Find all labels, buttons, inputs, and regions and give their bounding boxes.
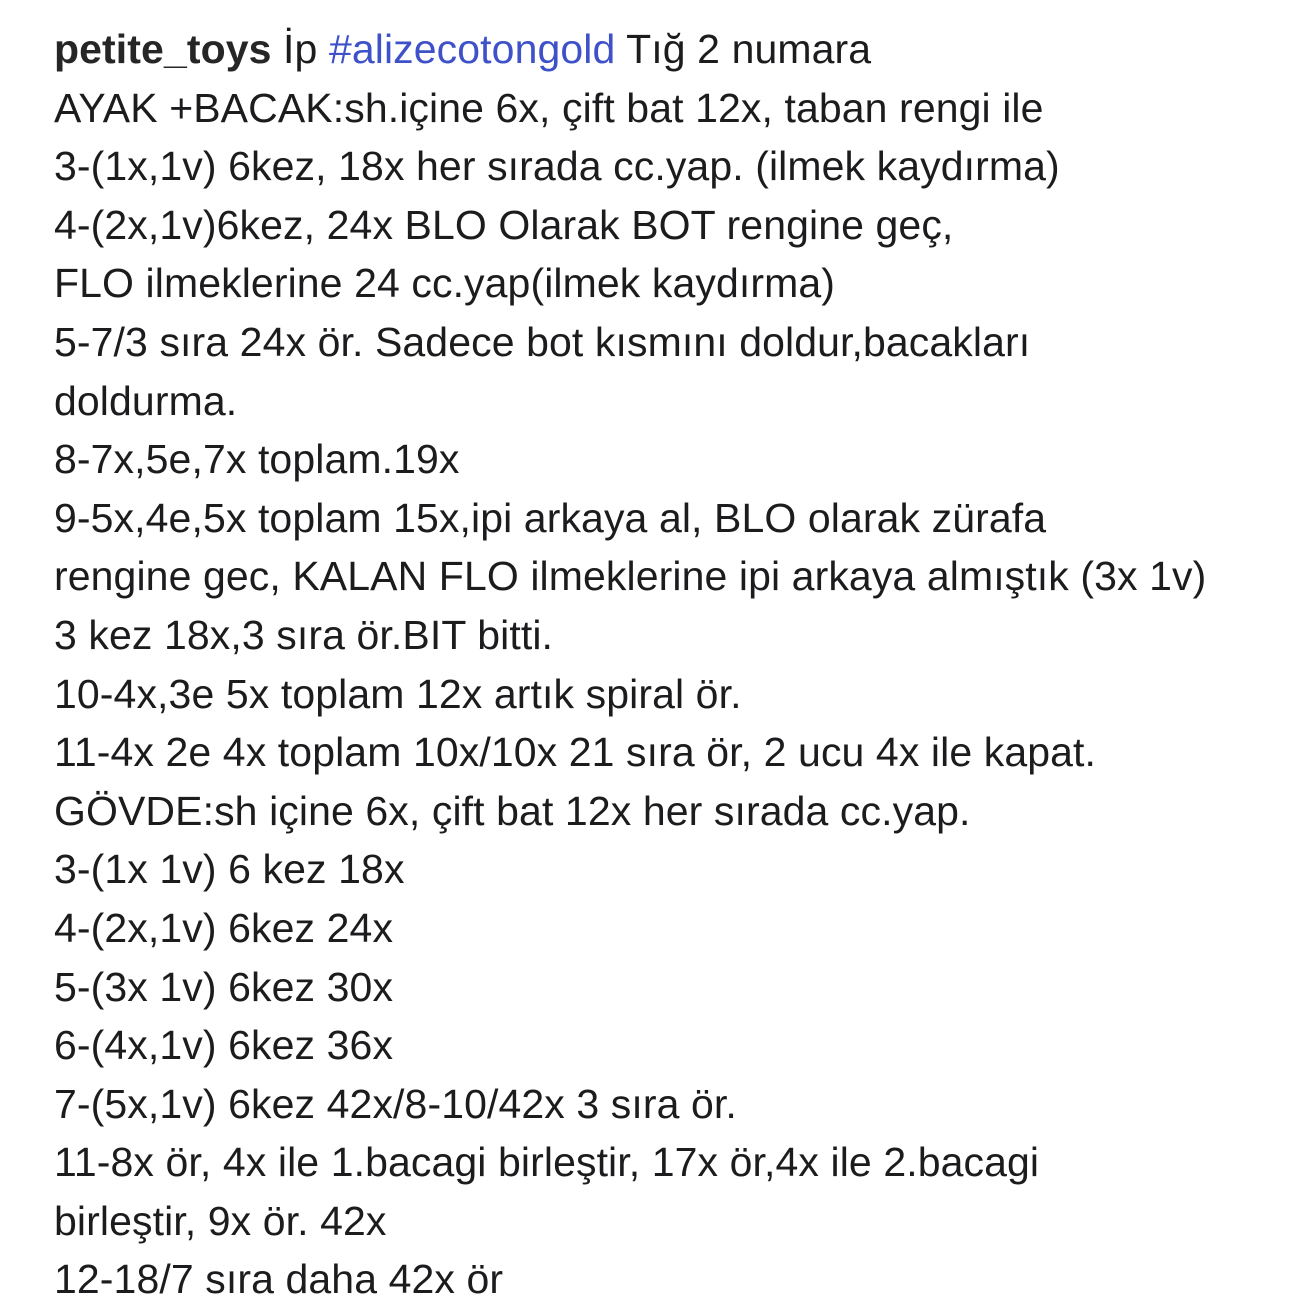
- caption-line: 7-(5x,1v) 6kez 42x/8-10/42x 3 sıra ör.: [54, 1080, 737, 1127]
- caption-header-rest: Tığ 2 numara: [615, 26, 872, 72]
- caption-line: doldurma.: [54, 377, 238, 424]
- caption-line: AYAK +BACAK:sh.içine 6x, çift bat 12x, taban rengi ile: [54, 84, 1044, 131]
- caption-intro-text: İp: [271, 26, 329, 72]
- caption-line: 4-(2x,1v) 6kez 24x: [54, 904, 394, 951]
- caption-line: 4-(2x,1v)6kez, 24x BLO Olarak BOT rengine geç,: [54, 201, 954, 248]
- caption-line: 8-7x,5e,7x toplam.19x: [54, 436, 460, 483]
- caption-line: 11-4x 2e 4x toplam 10x/10x 21 sıra ör, 2 ucu 4x ile kapat.: [54, 729, 1097, 776]
- caption-line: GÖVDE:sh içine 6x, çift bat 12x her sırada cc.yap.: [54, 787, 971, 834]
- caption-line: 6-(4x,1v) 6kez 36x: [54, 1022, 394, 1069]
- caption-header-line: [54, 20, 1290, 79]
- caption-line: 3 kez 18x,3 sıra ör.BIT bitti.: [54, 611, 554, 658]
- post-caption: [54, 20, 1290, 1309]
- caption-line: 5-(3x 1v) 6kez 30x: [54, 963, 394, 1010]
- caption-line: birleştir, 9x ör. 42x: [54, 1197, 387, 1244]
- username-link[interactable]: petite_toys: [54, 26, 272, 72]
- caption-line: 10-4x,3e 5x toplam 12x artık spiral ör.: [54, 670, 742, 717]
- caption-line: 3-(1x 1v) 6 kez 18x: [54, 846, 405, 893]
- caption-line: FLO ilmeklerine 24 cc.yap(ilmek kaydırma): [54, 260, 836, 307]
- caption-line: 9-5x,4e,5x toplam 15x,ipi arkaya al, BLO olarak zürafa: [54, 494, 1047, 541]
- caption-line: 3-(1x,1v) 6kez, 18x her sırada cc.yap. (ilmek kaydırma): [54, 143, 1060, 190]
- caption-line: rengine gec, KALAN FLO ilmeklerine ipi arkaya almıştık (3x 1v): [54, 553, 1207, 600]
- hashtag-link[interactable]: #alizecotongold: [328, 26, 616, 72]
- caption-line: 5-7/3 sıra 24x ör. Sadece bot kısmını doldur,bacakları: [54, 318, 1031, 365]
- caption-line: 12-18/7 sıra daha 42x ör: [54, 1256, 504, 1303]
- caption-line: 11-8x ör, 4x ile 1.bacagi birleştir, 17x ör,4x ile 2.bacagi: [54, 1139, 1040, 1186]
